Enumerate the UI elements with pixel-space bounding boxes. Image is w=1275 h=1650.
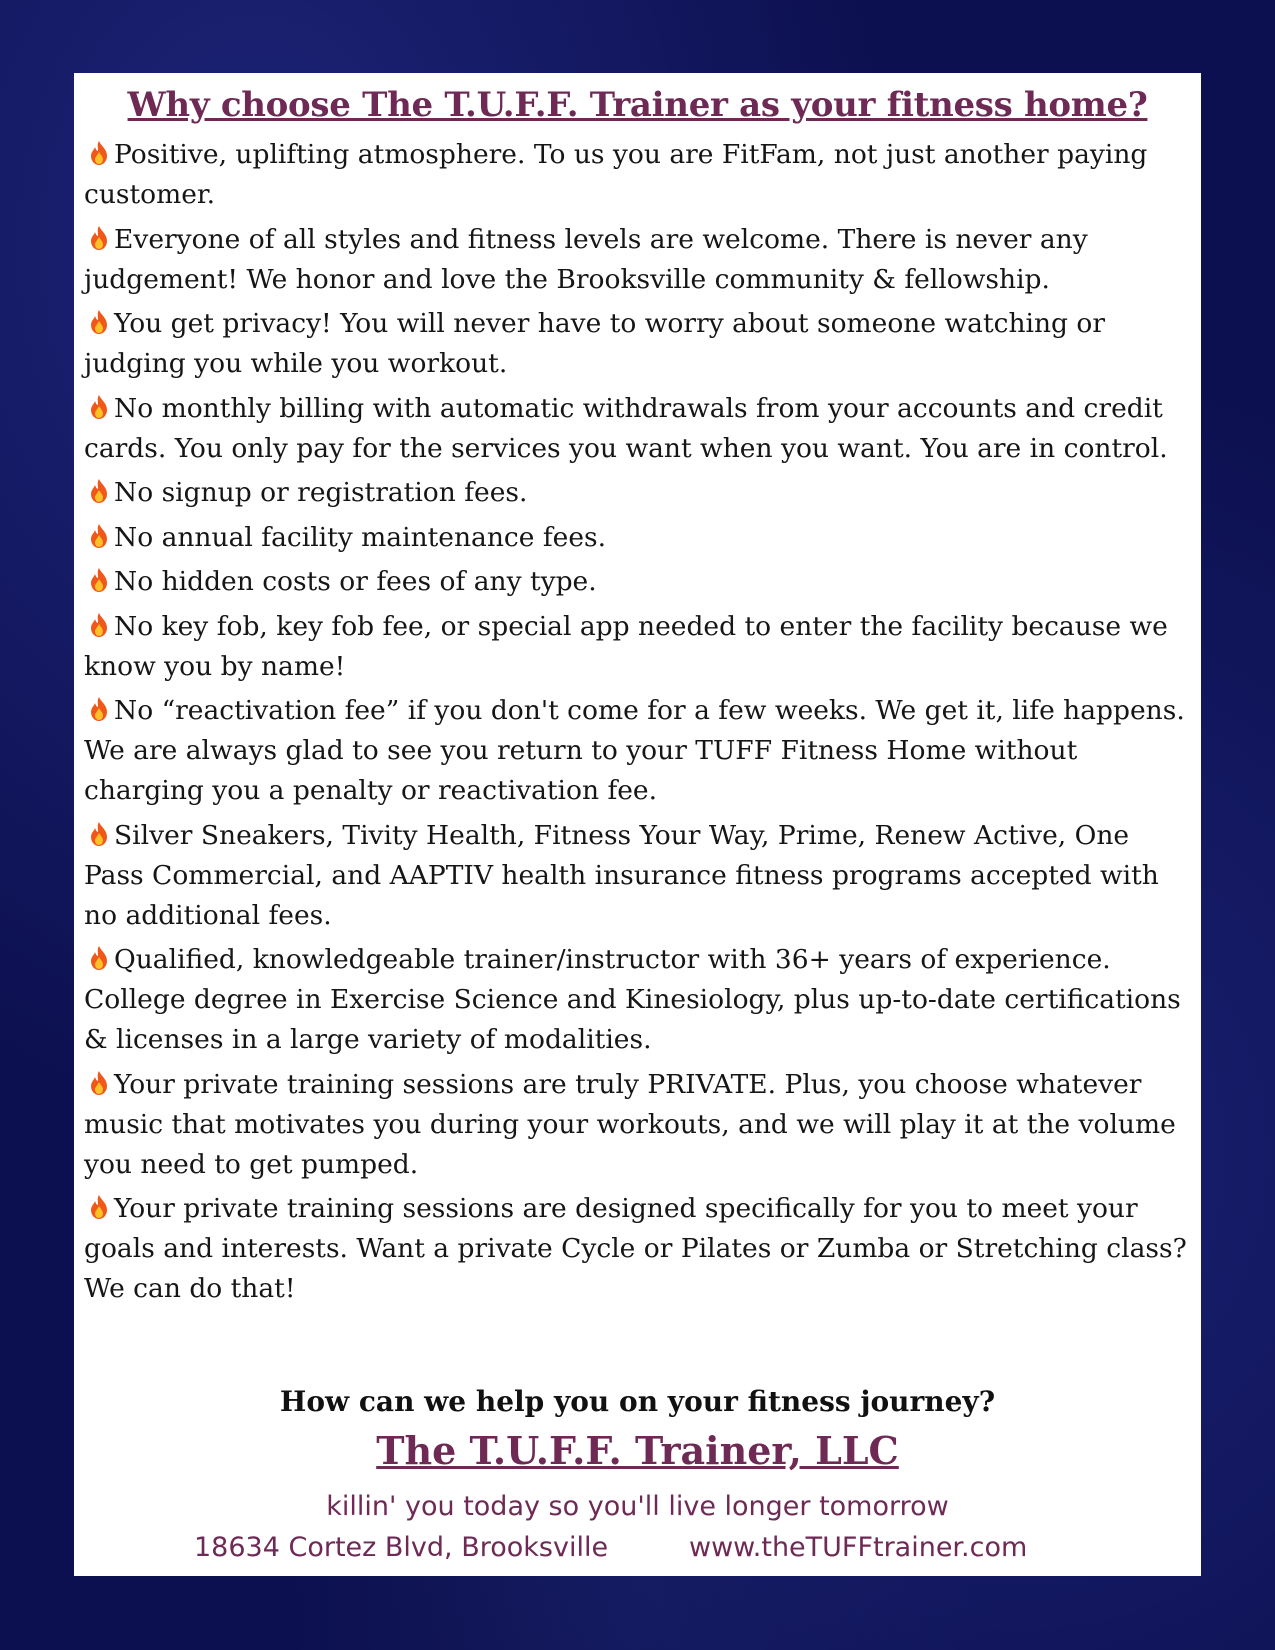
item-text: No hidden costs or fees of any type. (114, 566, 597, 597)
item-text: Your private training sessions are truly PRIVATE. Plus, you choose whatever music that motivates you during your workouts, and we will play it at the volume you need to get pumped. (84, 1068, 1176, 1180)
list-item (84, 816, 1194, 936)
item-text: Positive, uplifting atmosphere. To us you are FitFam, not just another paying customer. (84, 139, 1148, 210)
fire-icon (88, 394, 110, 420)
item-text: Everyone of all styles and fitness levels are welcome. There is never any judgement! We honor and love the Brooksville community & fellowship. (84, 223, 1088, 295)
fire-icon (88, 612, 110, 638)
list-item (84, 1189, 1194, 1309)
fire-icon (88, 945, 110, 971)
list-item (84, 389, 1194, 469)
benefits-list (84, 135, 1194, 1314)
flyer-card (74, 73, 1201, 1576)
item-text: No annual facility maintenance fees. (114, 521, 607, 553)
tagline: killin' you today so you'll live longer tomorrow (326, 1491, 949, 1522)
website-link[interactable]: www.theTUFFtrainer.com (689, 1532, 1028, 1563)
list-item (84, 691, 1194, 811)
fire-icon (88, 309, 110, 335)
fire-icon (88, 1194, 110, 1220)
item-text: Your private training sessions are designed specifically for you to meet your goals and interests. Want a private Cycle or Pilates or Zumba or Stretching class? We can do that! (84, 1193, 1187, 1304)
list-item (84, 607, 1194, 687)
list-item (84, 940, 1194, 1060)
list-item (84, 1065, 1194, 1185)
help-question: How can we help you on your fitness journey? (279, 1385, 996, 1418)
fire-icon (88, 523, 110, 549)
page-title: Why choose The T.U.F.F. Trainer as your fitness home? (127, 85, 1148, 125)
list-item (84, 562, 1194, 602)
fire-icon (88, 1070, 110, 1096)
item-text: Qualified, knowledgeable trainer/instructor with 36+ years of experience. College degree in Exercise Science and Kinesiology, plus up-to-date certifications & licenses in a large variety of modalities. (84, 944, 1181, 1055)
item-text: No key fob, key fob fee, or special app needed to enter the facility because we know you by name! (84, 610, 1168, 682)
item-text: You get privacy! You will never have to worry about someone watching or judging you while you workout. (84, 308, 1106, 379)
fire-icon (88, 567, 110, 593)
address: 18634 Cortez Blvd, Brooksville (194, 1532, 609, 1563)
fire-icon (88, 696, 110, 722)
list-item (84, 473, 1194, 513)
list-item (84, 135, 1194, 215)
list-item (84, 304, 1194, 384)
fire-icon (88, 225, 110, 251)
company-name: The T.U.F.F. Trainer, LLC (376, 1428, 899, 1473)
item-text: No signup or registration fees. (114, 477, 528, 508)
list-item (84, 220, 1194, 300)
item-text: No monthly billing with automatic withdrawals from your accounts and credit cards. You only pay for the services you want when you want. You are in control. (84, 392, 1168, 464)
item-text: No “reactivation fee” if you don't come for a few weeks. We get it, life happens. We are always glad to see you return to your TUFF Fitness Home without charging you a penalty or reactivation fee. (84, 695, 1185, 806)
fire-icon (88, 478, 110, 504)
fire-icon (88, 140, 110, 166)
item-text: Silver Sneakers, Tivity Health, Fitness Your Way, Prime, Renew Active, One Pass Commercial, and AAPTIV health insurance fitness programs accepted with no additional fees. (84, 819, 1159, 931)
list-item (84, 518, 1194, 558)
fire-icon (88, 821, 110, 847)
